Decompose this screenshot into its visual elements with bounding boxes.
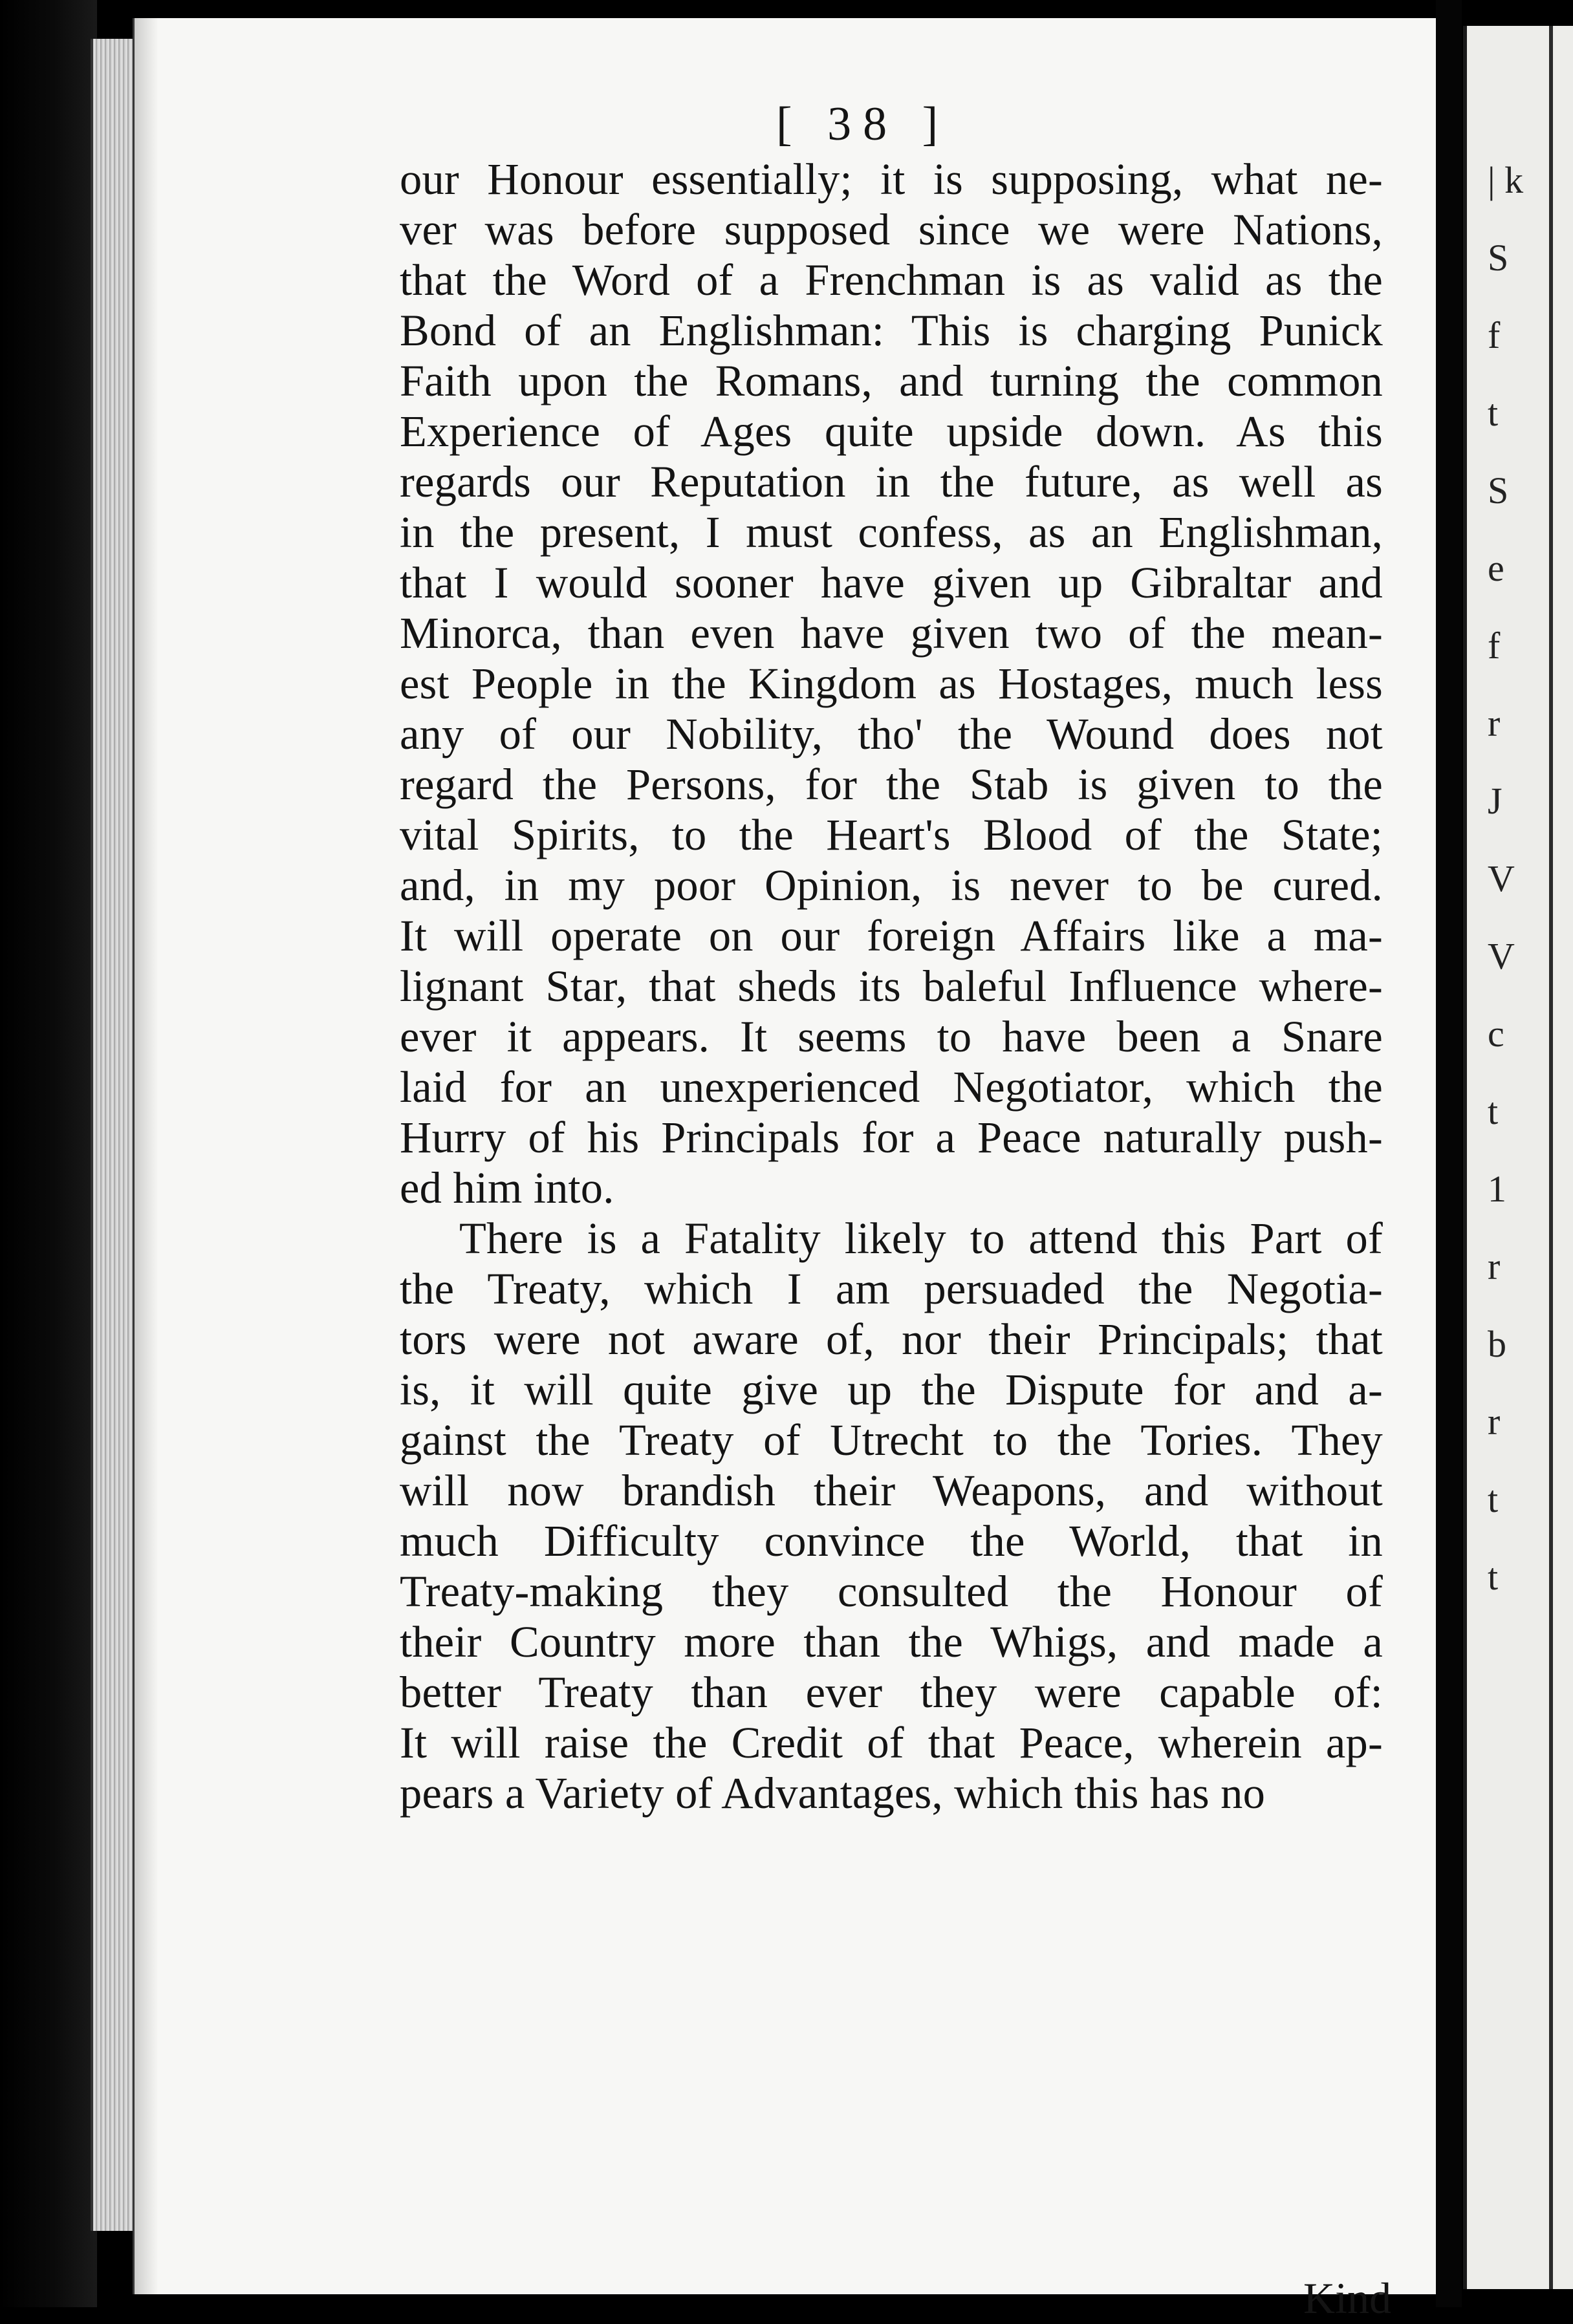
facing-page-fragment: c: [1488, 1013, 1504, 1055]
facing-page-fragment: t: [1488, 1478, 1499, 1520]
text-line: There is a Fatality likely to attend this Part of: [459, 1214, 1383, 1263]
text-line: Treaty-making they consulted the Honour of: [400, 1567, 1383, 1616]
text-line: regard the Persons, for the Stab is given to the: [400, 760, 1383, 809]
text-line: vital Spirits, to the Heart's Blood of the State;: [400, 810, 1383, 859]
body-text: [400, 97, 1383, 1818]
facing-page-fragment: 1: [1488, 1168, 1506, 1210]
text-line: much Difficulty convince the World, that in: [400, 1516, 1383, 1565]
text-line: lignant Star, that sheds its baleful Influence where-: [400, 962, 1383, 1011]
facing-page-fragment: J: [1488, 780, 1502, 822]
binding-edge: [0, 0, 97, 2307]
facing-page-fragment: t: [1488, 1556, 1499, 1598]
facing-page-fragment: t: [1488, 392, 1499, 434]
facing-page-fragment: e: [1488, 547, 1504, 589]
text-line: Faith upon the Romans, and turning the common: [400, 356, 1383, 405]
facing-page-fragment: | k: [1488, 159, 1524, 201]
catchword: Kind: [1303, 2274, 1391, 2323]
facing-page-border: [1549, 26, 1553, 2289]
paragraph: [400, 1213, 1383, 1818]
page-stack-edge: [91, 39, 138, 2231]
text-line: the Treaty, which I am persuaded the Negotia-: [400, 1264, 1383, 1313]
text-line: will now brandish their Weapons, and without: [400, 1466, 1383, 1515]
text-line: and, in my poor Opinion, is never to be cured.: [400, 861, 1383, 910]
text-line: is, it will quite give up the Dispute for and a-: [400, 1365, 1383, 1414]
page-gutter: [1436, 0, 1462, 2307]
text-line: that I would sooner have given up Gibraltar and: [400, 558, 1383, 607]
text-line: that the Word of a Frenchman is as valid as the: [400, 255, 1383, 305]
text-line: est People in the Kingdom as Hostages, much less: [400, 659, 1383, 708]
text-line: in the present, I must confess, as an Englishman,: [400, 508, 1383, 557]
text-line: Bond of an Englishman: This is charging Punick: [400, 306, 1383, 355]
facing-page-fragment: V: [1488, 857, 1515, 899]
facing-page-fragment: r: [1488, 1245, 1501, 1287]
text-line: It will operate on our foreign Affairs like a ma-: [400, 911, 1383, 960]
facing-page-fragment: f: [1488, 625, 1501, 667]
text-line: their Country more than the Whigs, and made a: [400, 1617, 1383, 1666]
facing-page-fragment: b: [1488, 1323, 1506, 1365]
text-line: Experience of Ages quite upside down. As this: [400, 407, 1383, 456]
text-line: regards our Reputation in the future, as well as: [400, 457, 1383, 506]
page-number: [ 38 ]: [776, 98, 950, 151]
text-line: better Treaty than ever they were capable of:: [400, 1668, 1383, 1717]
text-line: Minorca, than even have given two of the mean-: [400, 608, 1383, 658]
facing-page-fragment: r: [1488, 702, 1501, 744]
text-line: tors were not aware of, nor their Principals; that: [400, 1315, 1383, 1364]
facing-page-fragment: t: [1488, 1090, 1499, 1132]
text-line: ever it appears. It seems to have been a Snare: [400, 1012, 1383, 1061]
text-line: Hurry of his Principals for a Peace naturally push-: [400, 1113, 1383, 1162]
text-line: gainst the Treaty of Utrecht to the Tories. They: [400, 1415, 1383, 1465]
facing-page-fragment: S: [1488, 237, 1509, 279]
text-line: pears a Variety of Advantages, which this has no: [400, 1769, 1266, 1818]
text-line: ver was before supposed since we were Nations,: [400, 205, 1383, 254]
facing-page-fragment: r: [1488, 1401, 1501, 1443]
text-line: ed him into.: [400, 1163, 614, 1212]
facing-page-fragment: f: [1488, 314, 1501, 356]
text-line: any of our Nobility, tho' the Wound does not: [400, 709, 1383, 759]
text-line: It will raise the Credit of that Peace, wherein ap-: [400, 1718, 1383, 1767]
facing-page-edge: [1463, 26, 1573, 2289]
page-shadow: [133, 18, 158, 2294]
facing-page-fragment: V: [1488, 935, 1515, 977]
text-line: laid for an unexperienced Negotiator, which the: [400, 1062, 1383, 1112]
paragraph: [400, 154, 1383, 1213]
facing-page-fragment: S: [1488, 469, 1509, 511]
text-line: our Honour essentially; it is supposing, what ne-: [400, 155, 1383, 204]
